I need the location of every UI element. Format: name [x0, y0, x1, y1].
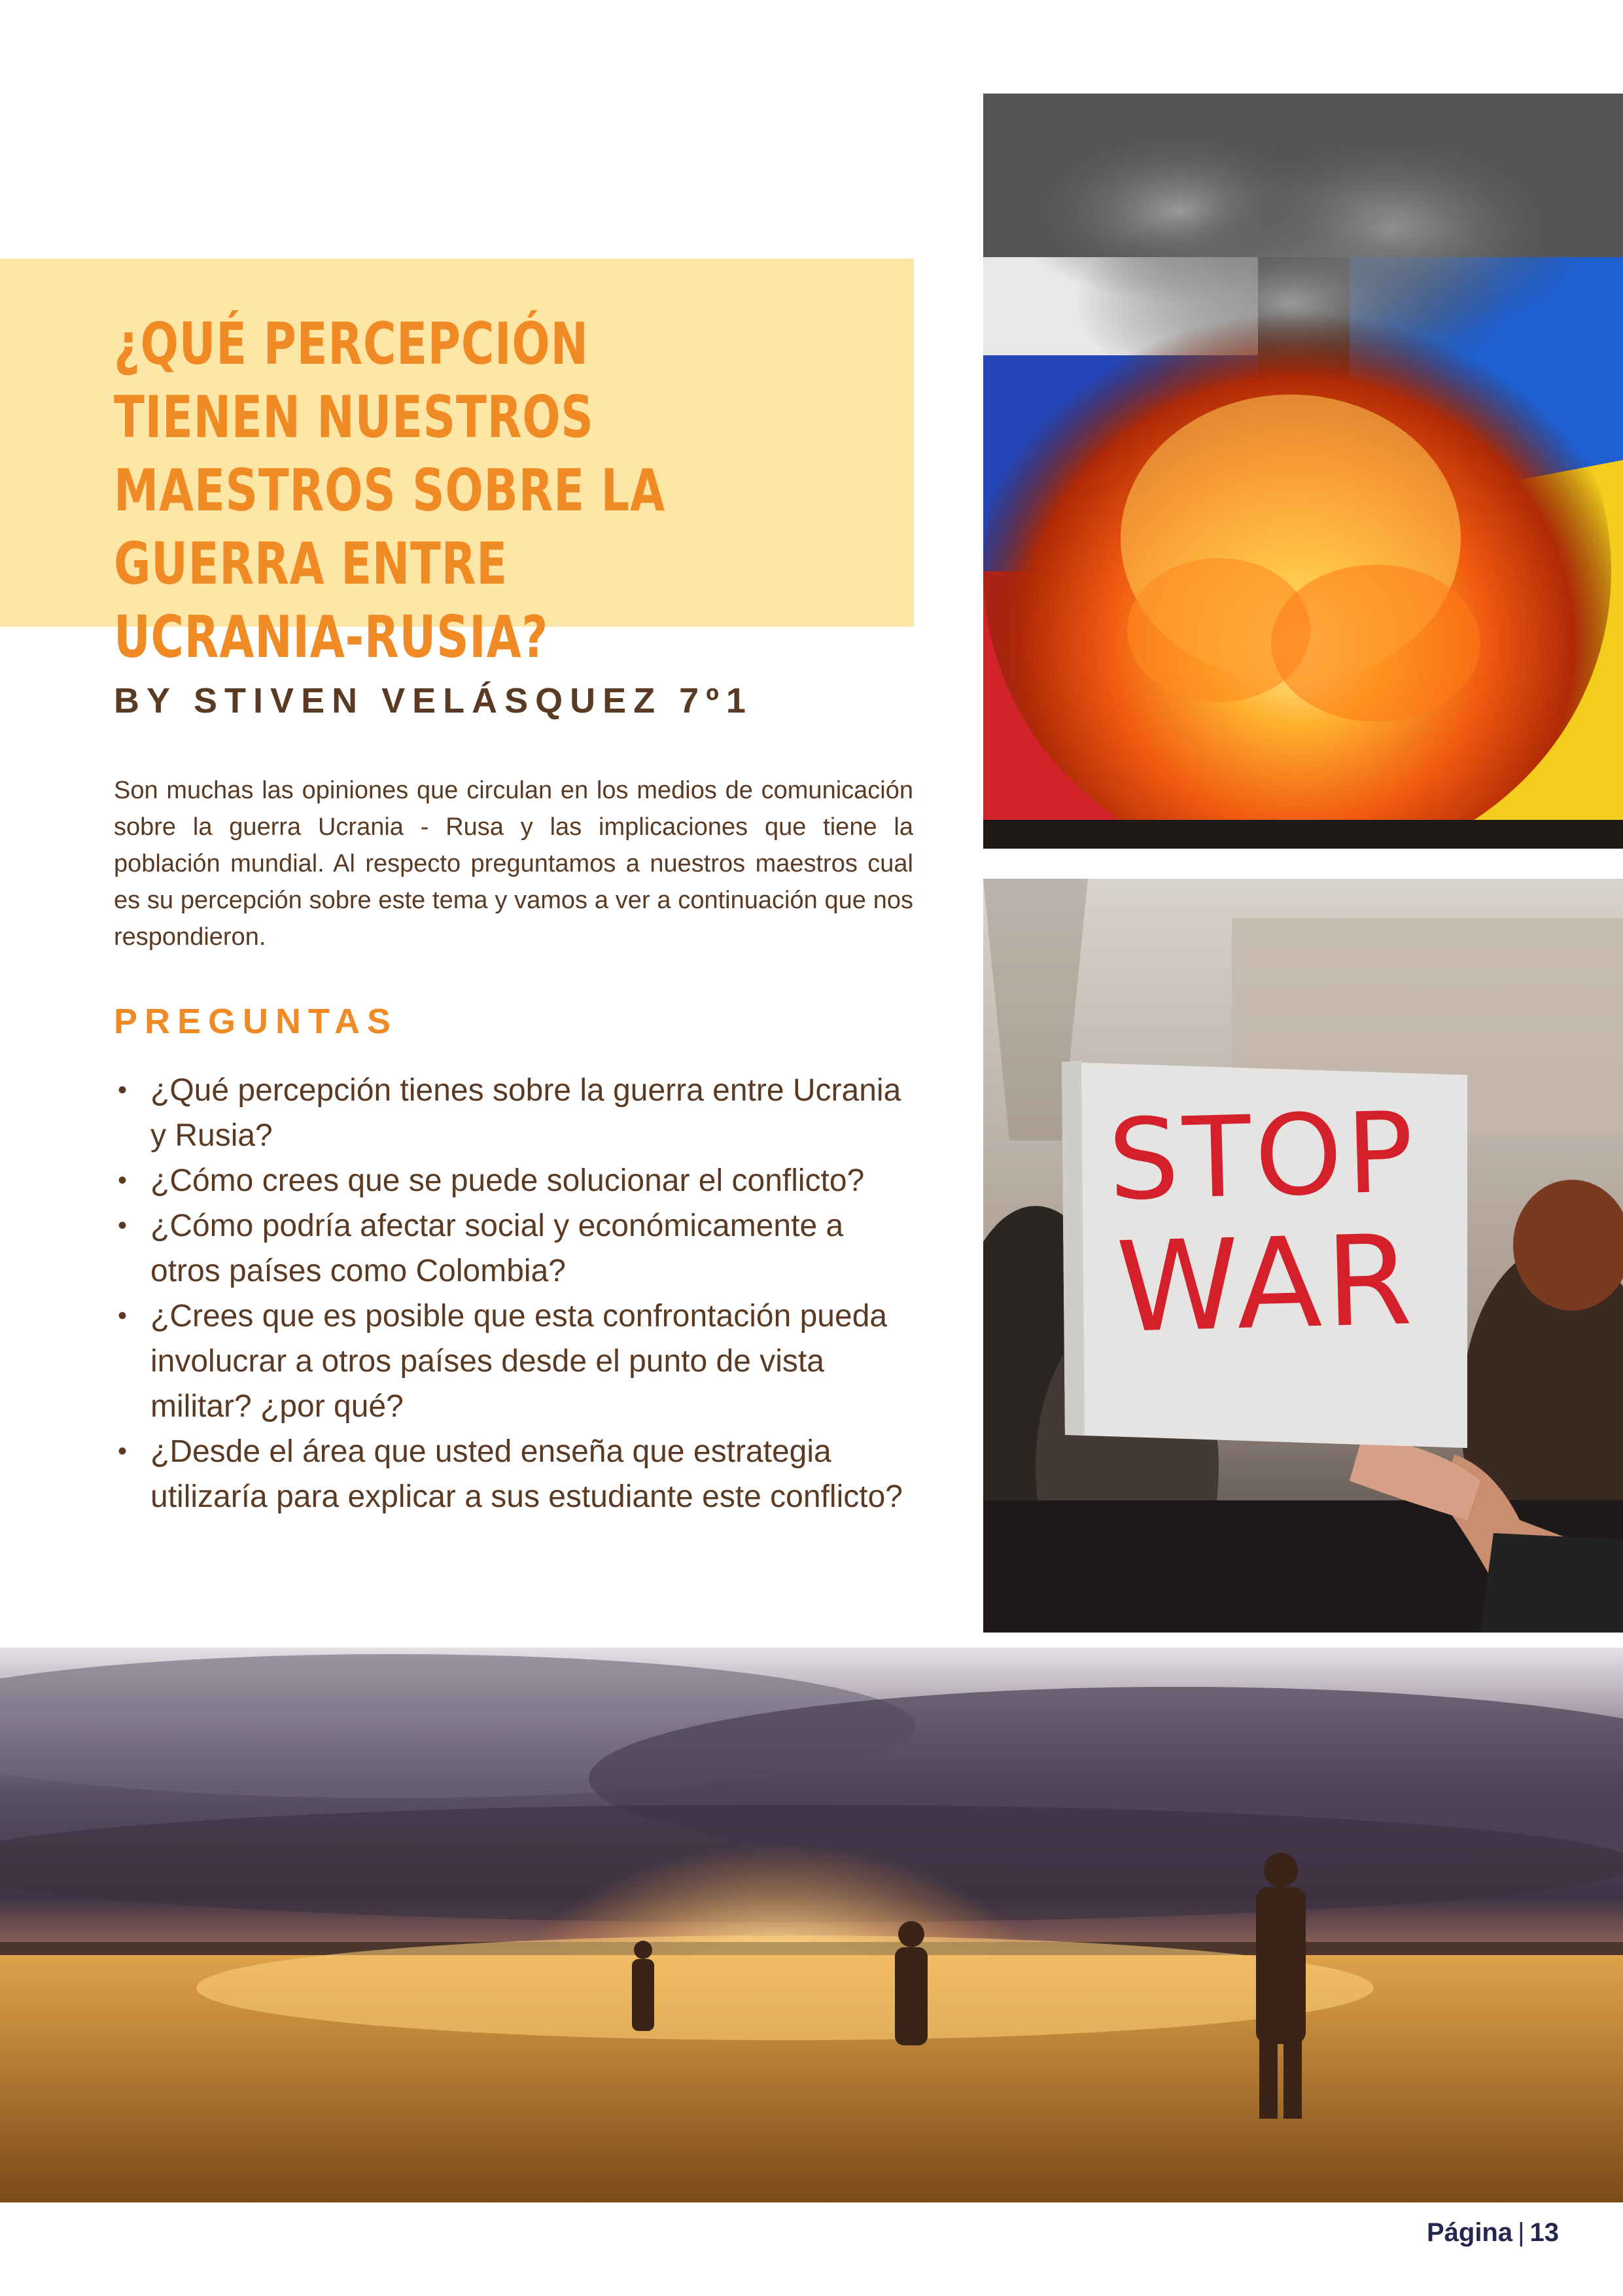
bullet-icon: •: [118, 1166, 128, 1195]
article-intro-paragraph: Son muchas las opiniones que circulan en los medios de comunicación sobre la guerra Ucrania - Rusa y las implicaciones que tiene la población mundial. Al respecto preguntamos a nuestros maestros cual es su percepción sobre este tema y vamos a ver a continuación que nos respondieron.: [114, 777, 913, 951]
question-text: ¿Cómo podría afectar social y económicamente a otros países como Colombia?: [150, 1209, 844, 1288]
sign-word-war: WAR: [1114, 1208, 1418, 1360]
article-title: ¿QUÉ PERCEPCIÓN TIENEN NUESTROS MAESTROS SOBRE LA GUERRA ENTRE UCRANIA-RUSIA?: [114, 310, 665, 671]
article-byline: BY STIVEN VELÁSQUEZ 7º1: [114, 681, 753, 720]
question-item: [114, 1203, 918, 1294]
page-label: Página: [1426, 2218, 1513, 2247]
protest-sign-text: [1078, 1087, 1451, 1360]
bullet-icon: •: [118, 1301, 128, 1330]
question-text: ¿Crees que es posible que esta confrontación pueda involucrar a otros países desde el punto de vista militar? ¿por qué?: [150, 1299, 888, 1424]
bullet-icon: •: [118, 1076, 128, 1104]
stop-war-protest-photo: [983, 879, 1623, 1633]
question-item: [114, 1158, 918, 1203]
explosion-flags-photo: [983, 94, 1623, 849]
question-item: [114, 1294, 918, 1429]
bullet-icon: •: [118, 1437, 128, 1466]
question-text: ¿Desde el área que usted enseña que estrategia utilizaría para explicar a sus estudiante este conflicto?: [150, 1434, 903, 1514]
questions-heading: PREGUNTAS: [114, 1002, 398, 1041]
bullet-icon: •: [118, 1211, 128, 1240]
question-item: [114, 1429, 918, 1519]
questions-list: [114, 1068, 918, 1519]
soldiers-sunset-field-photo: [0, 1648, 1623, 2202]
question-text: ¿Qué percepción tienes sobre la guerra entre Ucrania y Rusia?: [150, 1073, 901, 1153]
sign-word-stop: STOP: [1106, 1087, 1419, 1226]
question-item: [114, 1068, 918, 1158]
footer-separator: |: [1518, 2218, 1525, 2247]
page-number: 13: [1529, 2218, 1559, 2247]
page-footer: [1427, 2218, 1559, 2248]
question-text: ¿Cómo crees que se puede solucionar el conflicto?: [150, 1163, 865, 1198]
